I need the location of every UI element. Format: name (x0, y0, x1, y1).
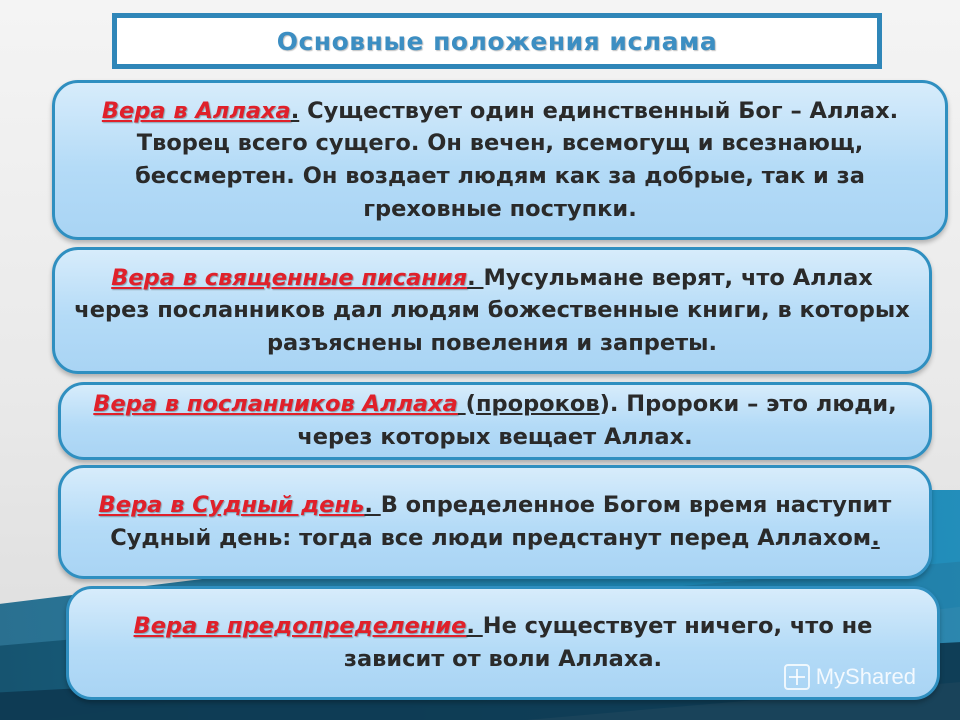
card-text (77, 388, 913, 453)
card-heading: Вера в священные писания (111, 264, 468, 291)
slide-title: Основные положения ислама (276, 26, 718, 56)
card-text (71, 95, 929, 226)
card-text (71, 262, 913, 360)
watermark (784, 664, 916, 690)
card-paren-open: ( (465, 391, 476, 418)
card-heading-sep (458, 391, 466, 417)
card-body: Существует один единственный Бог – Аллах. Творец всего сущего. Он вечен, всемогущ и всезнающ, бессмертен. Он воздает людям как за добрые, так и за греховные поступки. (135, 97, 899, 222)
belief-card-scriptures (52, 247, 932, 374)
card-heading: Вера в Судный день (98, 492, 365, 519)
card-body: ). Пророки – это люди, через которых вещает Аллах. (297, 391, 897, 450)
title-frame (112, 13, 882, 69)
card-heading: Вера в предопределение (133, 613, 467, 640)
title-box (117, 18, 877, 64)
card-heading: Вера в Аллаха (101, 97, 291, 124)
belief-card-judgment-day (58, 465, 932, 579)
watermark-text: MyShared (815, 664, 916, 689)
card-heading-sep: . (467, 264, 484, 291)
card-heading-sep: . (466, 613, 483, 640)
card-body: Мусульмане верят, что Аллах через посланников дал людям божественные книги, в которых разъяснены повеления и запреты. (74, 264, 910, 356)
card-heading-sep: . (364, 492, 381, 519)
card-heading: Вера в посланников Аллаха (93, 391, 458, 418)
belief-card-messengers (58, 382, 932, 460)
card-body: Не существует ничего, что не зависит от воли Аллаха. (343, 613, 873, 672)
card-body: В определенное Богом время наступит Судный день: тогда все люди предстанут перед Аллахом (110, 492, 892, 551)
card-heading-sep: . (290, 97, 300, 124)
belief-card-allah (52, 80, 948, 240)
card-body-end: . (871, 525, 880, 551)
watermark-logo-icon (784, 664, 810, 690)
card-paren-word: пророков (475, 391, 600, 418)
card-text (77, 489, 913, 554)
